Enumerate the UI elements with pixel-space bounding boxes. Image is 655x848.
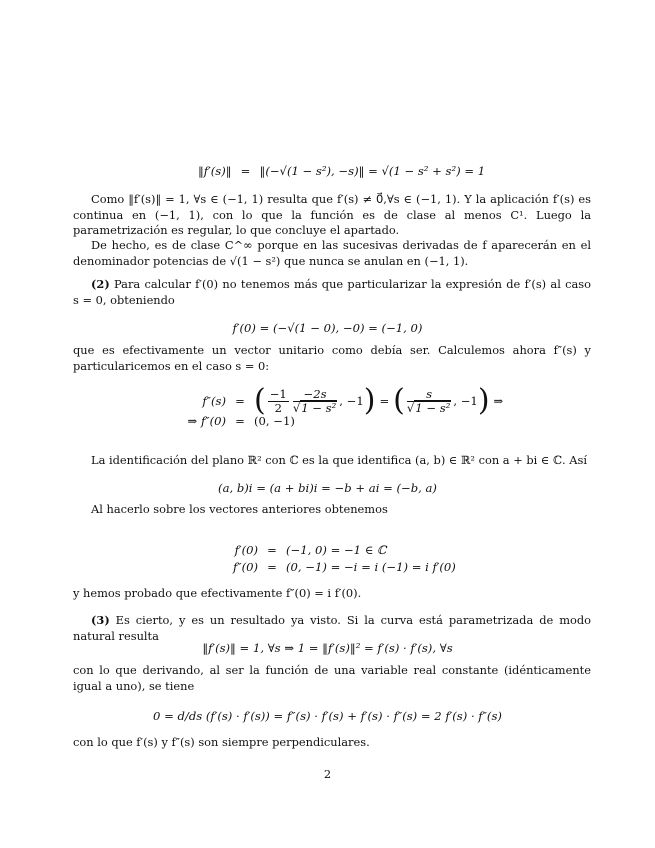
- paragraph: con lo que f′(s) y f″(s) son siempre perpendiculares.: [73, 735, 370, 749]
- right-paren: ): [477, 383, 490, 418]
- equation-rhs: (−1, 0) = −1 ∈ ℂ: [286, 543, 387, 557]
- equation-rhs: ‖(−√(1 − s²), −s)‖ = √(1 − s² + s²) = 1: [259, 164, 486, 178]
- paragraph: Como ‖f′(s)‖ = 1, ∀s ∈ (−1, 1) resulta que f′(s) ≠ 0⃗,∀s ∈ (−1, 1). Y la aplicación f′(s) es continua en (−1, 1), con lo que la función es de clase al menos C¹. Luego la parametrización es regular, lo que concluye el apartado.: [73, 192, 591, 237]
- paragraph: y hemos probado que efectivamente f″(0) = i f′(0).: [73, 586, 362, 600]
- equation-lhs: ⇒ f″(0): [187, 414, 226, 428]
- paragraph-text: Para calcular f′(0) no tenemos más que particularizar la expresión de f′(s) al caso s = 0, obteniendo: [73, 277, 591, 307]
- equation-identification: (a, b)i = (a + bi)i = −b + ai = (−b, a): [218, 481, 437, 495]
- equation-lhs: f′(0): [234, 543, 258, 557]
- page-number: 2: [323, 767, 332, 781]
- section-label: (2): [91, 277, 110, 291]
- equation-rhs: (0, −1): [254, 414, 295, 428]
- equation-norm: [198, 164, 485, 178]
- paragraph: que es efectivamente un vector unitario como debía ser. Calculemos ahora f″(s) y particularicemos en el caso s = 0:: [73, 343, 591, 373]
- fraction: $\frac{-2s}{\text{√1 − s²}}$: [292, 386, 337, 415]
- equation-rhs: (0, −1) = −i = i (−1) = i f′(0): [286, 560, 456, 574]
- paragraph: La identificación del plano ℝ² con ℂ es la que identifica (a, b) ∈ ℝ² con a + bi ∈ ℂ. Así: [91, 453, 587, 467]
- equation-f-prime-zero: f′(0) = (−√(1 − 0), −0) = (−1, 0): [232, 321, 423, 335]
- equation-lhs: f″(0): [232, 560, 258, 574]
- fraction: $\frac{s}{\text{√1 − s²}}$: [406, 386, 451, 415]
- equals-sign: =: [235, 394, 245, 408]
- fraction: $\frac{-1}{2}$: [269, 386, 287, 415]
- paragraph: con lo que derivando, al ser la función de una variable real constante (idénticamente igual a uno), se tiene: [73, 663, 591, 693]
- equation-second-derivative: f″(s) = ( $\frac{-1}{2}$ $\frac{-2s}{\text{√1 − s²}}$ , −1 ) = ( $\frac{s}{\text{√1 − s²}}$ , −1 ) ⇒ ⇒ f″(0) = (0, −1): [187, 383, 504, 428]
- section-label: (3): [91, 613, 110, 627]
- equals-sign: =: [240, 164, 251, 178]
- left-paren: (: [254, 383, 266, 418]
- paragraph-section-2: [73, 277, 591, 308]
- right-paren: ): [363, 383, 376, 418]
- paragraph: De hecho, es de clase C^∞ porque en las sucesivas derivadas de f aparecerán en el denominador potencias de √(1 − s²) que nunca se anulan en (−1, 1).: [73, 238, 591, 268]
- paragraph-text: Es cierto, y es un resultado ya visto. Si la curva está parametrizada de modo natural resulta: [73, 613, 591, 643]
- equals-sign: =: [267, 543, 277, 557]
- paragraph: Al hacerlo sobre los vectores anteriores obtenemos: [91, 502, 388, 516]
- left-paren: (: [393, 383, 405, 418]
- equation-complex: [226, 543, 456, 574]
- equation-lhs: f″(s): [202, 394, 226, 408]
- equals-sign: =: [235, 414, 245, 428]
- equals-sign: =: [267, 560, 277, 574]
- equation-lhs: ‖f′(s)‖: [198, 164, 232, 178]
- equation-derivative: 0 = d/ds (f′(s) · f′(s)) = f″(s) · f′(s) + f′(s) · f″(s) = 2 f′(s) · f″(s): [153, 709, 502, 723]
- paragraph-section-3: [73, 613, 591, 644]
- equation-natural-parametrization: ‖f′(s)‖ = 1, ∀s ⇒ 1 = ‖f′(s)‖² = f′(s) · f′(s), ∀s: [202, 641, 453, 655]
